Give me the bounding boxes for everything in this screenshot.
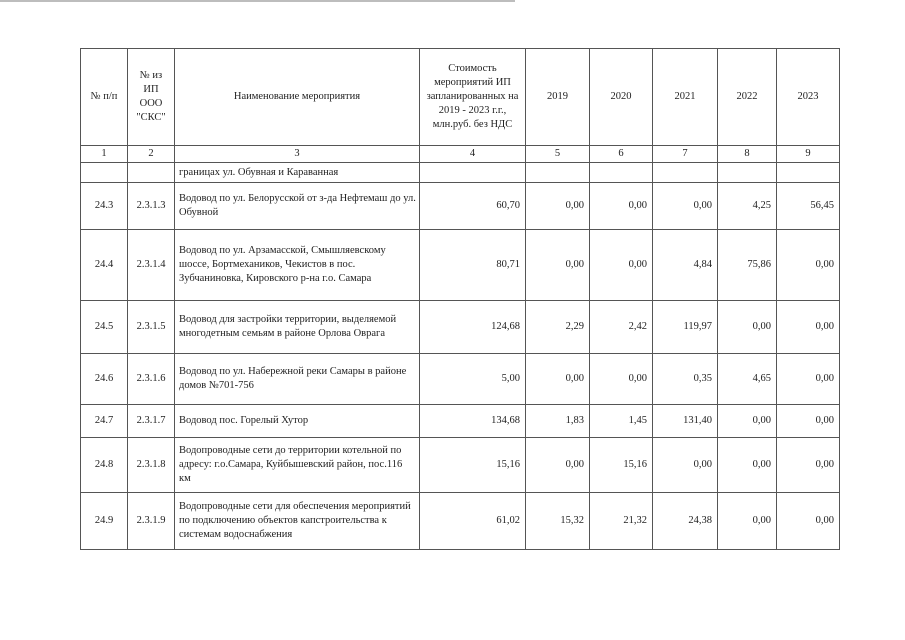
row-cost: 134,68 bbox=[420, 405, 526, 438]
table-row bbox=[81, 405, 840, 438]
row-num: 24.4 bbox=[81, 230, 128, 301]
row-2019: 15,32 bbox=[526, 493, 590, 550]
row-name: Водовод по ул. Набережной реки Самары в районе домов №701-756 bbox=[175, 354, 420, 405]
column-index: 9 bbox=[777, 146, 840, 163]
row-ip: 2.3.1.7 bbox=[128, 405, 175, 438]
row-2022: 4,65 bbox=[718, 354, 777, 405]
table-row bbox=[81, 230, 840, 301]
row-ip: 2.3.1.6 bbox=[128, 354, 175, 405]
row-ip: 2.3.1.8 bbox=[128, 438, 175, 493]
row-cost: 5,00 bbox=[420, 354, 526, 405]
row-2020: 0,00 bbox=[590, 183, 653, 230]
row-num: 24.8 bbox=[81, 438, 128, 493]
header-num: № п/п bbox=[81, 49, 128, 146]
row-2023: 0,00 bbox=[777, 405, 840, 438]
row-num: 24.9 bbox=[81, 493, 128, 550]
column-index: 5 bbox=[526, 146, 590, 163]
row-2021: 0,00 bbox=[653, 438, 718, 493]
row-2019: 0,00 bbox=[526, 230, 590, 301]
row-2019: 1,83 bbox=[526, 405, 590, 438]
header-year-2021: 2021 bbox=[653, 49, 718, 146]
row-2019: 0,00 bbox=[526, 438, 590, 493]
row-num: 24.7 bbox=[81, 405, 128, 438]
header-activity-name: Наименование мероприятия bbox=[175, 49, 420, 146]
row-2023: 0,00 bbox=[777, 301, 840, 354]
header-year-2020: 2020 bbox=[590, 49, 653, 146]
row-2023: 0,00 bbox=[777, 438, 840, 493]
row-2020: 15,16 bbox=[590, 438, 653, 493]
row-num: 24.5 bbox=[81, 301, 128, 354]
row-2021: 131,40 bbox=[653, 405, 718, 438]
row-name: Водопроводные сети до территории котельной по адресу: г.о.Самара, Куйбышевский район, пос.116 км bbox=[175, 438, 420, 493]
row-name: Водопроводные сети для обеспечения мероприятий по подключению объектов капстроительства к системам водоснабжения bbox=[175, 493, 420, 550]
column-index: 7 bbox=[653, 146, 718, 163]
row-2023: 0,00 bbox=[777, 493, 840, 550]
row-name: Водовод для застройки территории, выделяемой многодетным семьям в районе Орлова Оврага bbox=[175, 301, 420, 354]
header-year-2022: 2022 bbox=[718, 49, 777, 146]
continuation-text: границах ул. Обувная и Караванная bbox=[175, 163, 420, 183]
row-cost: 80,71 bbox=[420, 230, 526, 301]
row-2021: 0,35 bbox=[653, 354, 718, 405]
row-cost: 61,02 bbox=[420, 493, 526, 550]
row-2021: 24,38 bbox=[653, 493, 718, 550]
row-2019: 0,00 bbox=[526, 183, 590, 230]
row-ip: 2.3.1.3 bbox=[128, 183, 175, 230]
row-2020: 21,32 bbox=[590, 493, 653, 550]
row-cost: 124,68 bbox=[420, 301, 526, 354]
header-cost: Стоимость мероприятий ИП запланированных на 2019 - 2023 г.г., млн.руб. без НДС bbox=[420, 49, 526, 146]
row-2019: 0,00 bbox=[526, 354, 590, 405]
row-2021: 4,84 bbox=[653, 230, 718, 301]
header-year-2019: 2019 bbox=[526, 49, 590, 146]
header-year-2023: 2023 bbox=[777, 49, 840, 146]
row-ip: 2.3.1.5 bbox=[128, 301, 175, 354]
row-2020: 0,00 bbox=[590, 354, 653, 405]
row-2022: 0,00 bbox=[718, 438, 777, 493]
row-name: Водовод пос. Горелый Хутор bbox=[175, 405, 420, 438]
table-row bbox=[81, 183, 840, 230]
row-2022: 0,00 bbox=[718, 405, 777, 438]
row-2023: 0,00 bbox=[777, 354, 840, 405]
row-2023: 56,45 bbox=[777, 183, 840, 230]
row-2023: 0,00 bbox=[777, 230, 840, 301]
column-index: 3 bbox=[175, 146, 420, 163]
row-cost: 15,16 bbox=[420, 438, 526, 493]
column-index: 1 bbox=[81, 146, 128, 163]
row-2021: 0,00 bbox=[653, 183, 718, 230]
table-row bbox=[81, 354, 840, 405]
column-index-row bbox=[81, 146, 840, 163]
continuation-row bbox=[81, 163, 840, 183]
row-2022: 0,00 bbox=[718, 301, 777, 354]
row-name: Водовод по ул. Белорусской от з-да Нефтемаш до ул. Обувной bbox=[175, 183, 420, 230]
header-row bbox=[81, 49, 840, 146]
table-row bbox=[81, 438, 840, 493]
row-num: 24.6 bbox=[81, 354, 128, 405]
column-index: 8 bbox=[718, 146, 777, 163]
table-row bbox=[81, 301, 840, 354]
row-ip: 2.3.1.4 bbox=[128, 230, 175, 301]
row-2019: 2,29 bbox=[526, 301, 590, 354]
row-ip: 2.3.1.9 bbox=[128, 493, 175, 550]
row-2020: 2,42 bbox=[590, 301, 653, 354]
column-index: 6 bbox=[590, 146, 653, 163]
scan-edge-line bbox=[0, 0, 515, 2]
row-2022: 0,00 bbox=[718, 493, 777, 550]
row-cost: 60,70 bbox=[420, 183, 526, 230]
table-row bbox=[81, 493, 840, 550]
column-index: 2 bbox=[128, 146, 175, 163]
header-ip-number: № из ИП ООО "СКС" bbox=[128, 49, 175, 146]
investment-table bbox=[80, 48, 840, 550]
row-name: Водовод по ул. Арзамасской, Смышляевскому шоссе, Бортмехаников, Чекистов в пос. Зубчаниновка, Кировского р-на г.о. Самара bbox=[175, 230, 420, 301]
row-2021: 119,97 bbox=[653, 301, 718, 354]
column-index: 4 bbox=[420, 146, 526, 163]
row-num: 24.3 bbox=[81, 183, 128, 230]
row-2022: 75,86 bbox=[718, 230, 777, 301]
row-2020: 1,45 bbox=[590, 405, 653, 438]
row-2022: 4,25 bbox=[718, 183, 777, 230]
row-2020: 0,00 bbox=[590, 230, 653, 301]
